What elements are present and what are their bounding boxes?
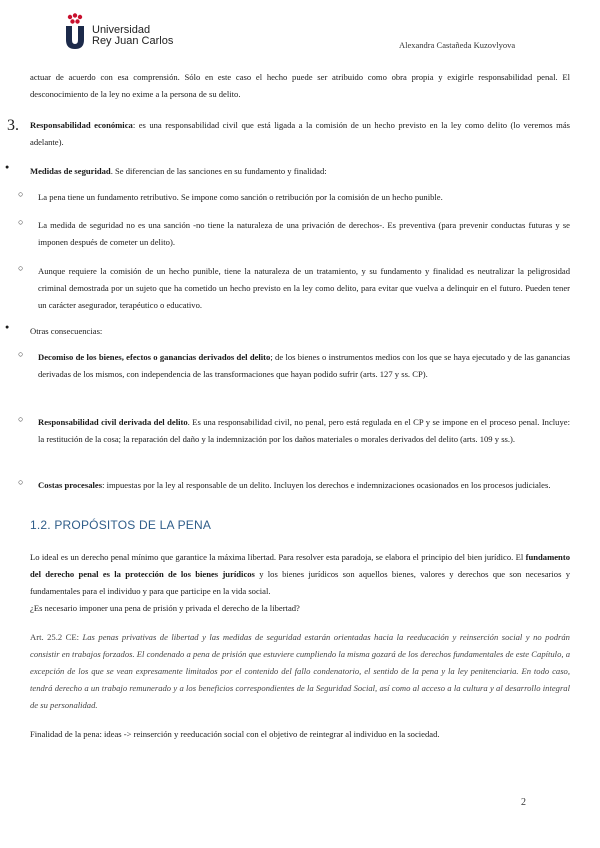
item-term: Responsabilidad económica — [30, 120, 133, 130]
item-term: Decomiso de los bienes, efectos o ganancias derivados del delito — [38, 352, 271, 362]
sub-item: ○ Responsabilidad civil derivada del delito. Es una responsabilidad civil, no penal, pero está regulada en el CP y se impone en el proceso penal. Incluye: la restitución de la cosa; la reparación del daño y la indemnización por los daños materiales o morales derivados del delito (arts. 109 y ss.). — [18, 414, 570, 444]
intro-paragraph: actuar de acuerdo con esa comprensión. Sólo en este caso el hecho puede ser atribuido como obra propia y exigirle responsabilidad penal. El desconocimiento de la ley no exime a la persona de su delito. — [30, 72, 570, 99]
university-logo — [64, 13, 184, 53]
quote-text: Las penas privativas de libertad y las medidas de seguridad estarán orientadas hacia la reeducación y reinserción social y no podrán consistir en trabajos forzados. El condenado a pena de prisión que estuviere cumpliendo la misma gozará de los derechos fundamentales de este Capítulo, a excepción de los que se vean expresamente limitados por el contenido del fallo condenatorio, el sentido de la pena y la ley penitenciaria. En todo caso, tendrá derecho a un trabajo remunerado y a los beneficios correspondientes de la Seguridad Social, así como al acceso a la cultura y al desarrollo integral de su personalidad. — [30, 632, 570, 710]
bullet-icon: ● — [5, 323, 10, 331]
sub-item: ○ Costas procesales: impuestas por la ley al responsable de un delito. Incluyen los derechos e indemnizaciones ocasionados en los procesos judiciales. — [18, 477, 551, 490]
quote-reference: Art. 25.2 CE: — [30, 632, 83, 642]
finalidad-paragraph: Finalidad de la pena: ideas -> reinserción y reeducación social con el objetivo de reintegrar al individuo en la sociedad. — [30, 729, 440, 739]
item-term: Responsabilidad civil derivada del delito — [38, 417, 188, 427]
item-3: 3. Responsabilidad económica: es una responsabilidad civil que está ligada a la comisión de un hecho previsto en la ley como delito (lo veremos más adelante). — [7, 117, 570, 147]
sub-item: ○ Aunque requiere la comisión de un hecho punible, tiene la naturaleza de un tratamiento, y su fundamento y finalidad es neutralizar la peligrosidad criminal demostrada por un sujeto que ha cometido un hecho previsto en la ley como delito, para evitar que vuelva a delinquir en el futuro. Pueden tener un carácter asegurador, terapéutico o educativo. — [18, 263, 570, 310]
bullet-icon: ● — [5, 163, 10, 171]
sub-item: ○ La medida de seguridad no es una sanción -no tiene la naturaleza de una privación de derechos-. Es preventiva (para prevenir conductas futuras y se imponen después de cometer un delito). — [18, 217, 570, 247]
page-number: 2 — [521, 797, 526, 808]
author-name: Alexandra Castañeda Kuzovlyova — [399, 40, 516, 50]
university-name: Universidad Rey Juan Carlos — [92, 24, 174, 47]
article-quote — [30, 629, 570, 714]
circle-bullet-icon: ○ — [18, 349, 24, 359]
circle-bullet-icon: ○ — [18, 217, 24, 227]
item-term: Costas procesales — [38, 480, 103, 490]
question-line: ¿Es necesario imponer una pena de prisión y privada el derecho de la libertad? — [30, 603, 300, 613]
sub-item: ○ Decomiso de los bienes, efectos o ganancias derivados del delito; de los bienes o instrumentos medios con los que se haya ejecutado y de las ganancias derivadas de los mismos, con independencia de las transformaciones que hayan podido sufrir (arts. 127 y ss. CP). — [18, 349, 571, 379]
urjc-logo-icon — [64, 13, 86, 49]
circle-bullet-icon: ○ — [18, 189, 24, 199]
circle-bullet-icon: ○ — [18, 414, 24, 424]
sub-item: ○ La pena tiene un fundamento retributivo. Se impone como sanción o retribución por la comisión de un hecho punible. — [18, 189, 443, 202]
proposito-paragraph: Lo ideal es un derecho penal mínimo que garantice la máxima libertad. Para resolver esta paradoja, se elabora el principio del bien jurídico. El fundamento del derecho penal es la protección de los bienes jurídicos y los bienes jurídicos son aquellos bienes, valores y derechos que son necesarios y fundamentales para el individuo y para que participe en la vida social. ¿Es necesario imponer una pena de prisión y privada el derecho de la libertad? — [30, 549, 570, 617]
medidas-item: ● Medidas de seguridad. Se diferencian de las sanciones en su fundamento y finalidad: — [5, 163, 327, 176]
circle-bullet-icon: ○ — [18, 263, 24, 273]
circle-bullet-icon: ○ — [18, 477, 24, 487]
section-heading: 1.2. PROPÓSITOS DE LA PENA — [30, 518, 212, 532]
item-term: Medidas de seguridad — [30, 166, 111, 176]
otras-item: ● Otras consecuencias: — [5, 323, 103, 336]
bold-statement: fundamento del derecho penal es la protección de los bienes jurídicos — [30, 552, 570, 579]
list-number: 3. — [7, 117, 19, 134]
